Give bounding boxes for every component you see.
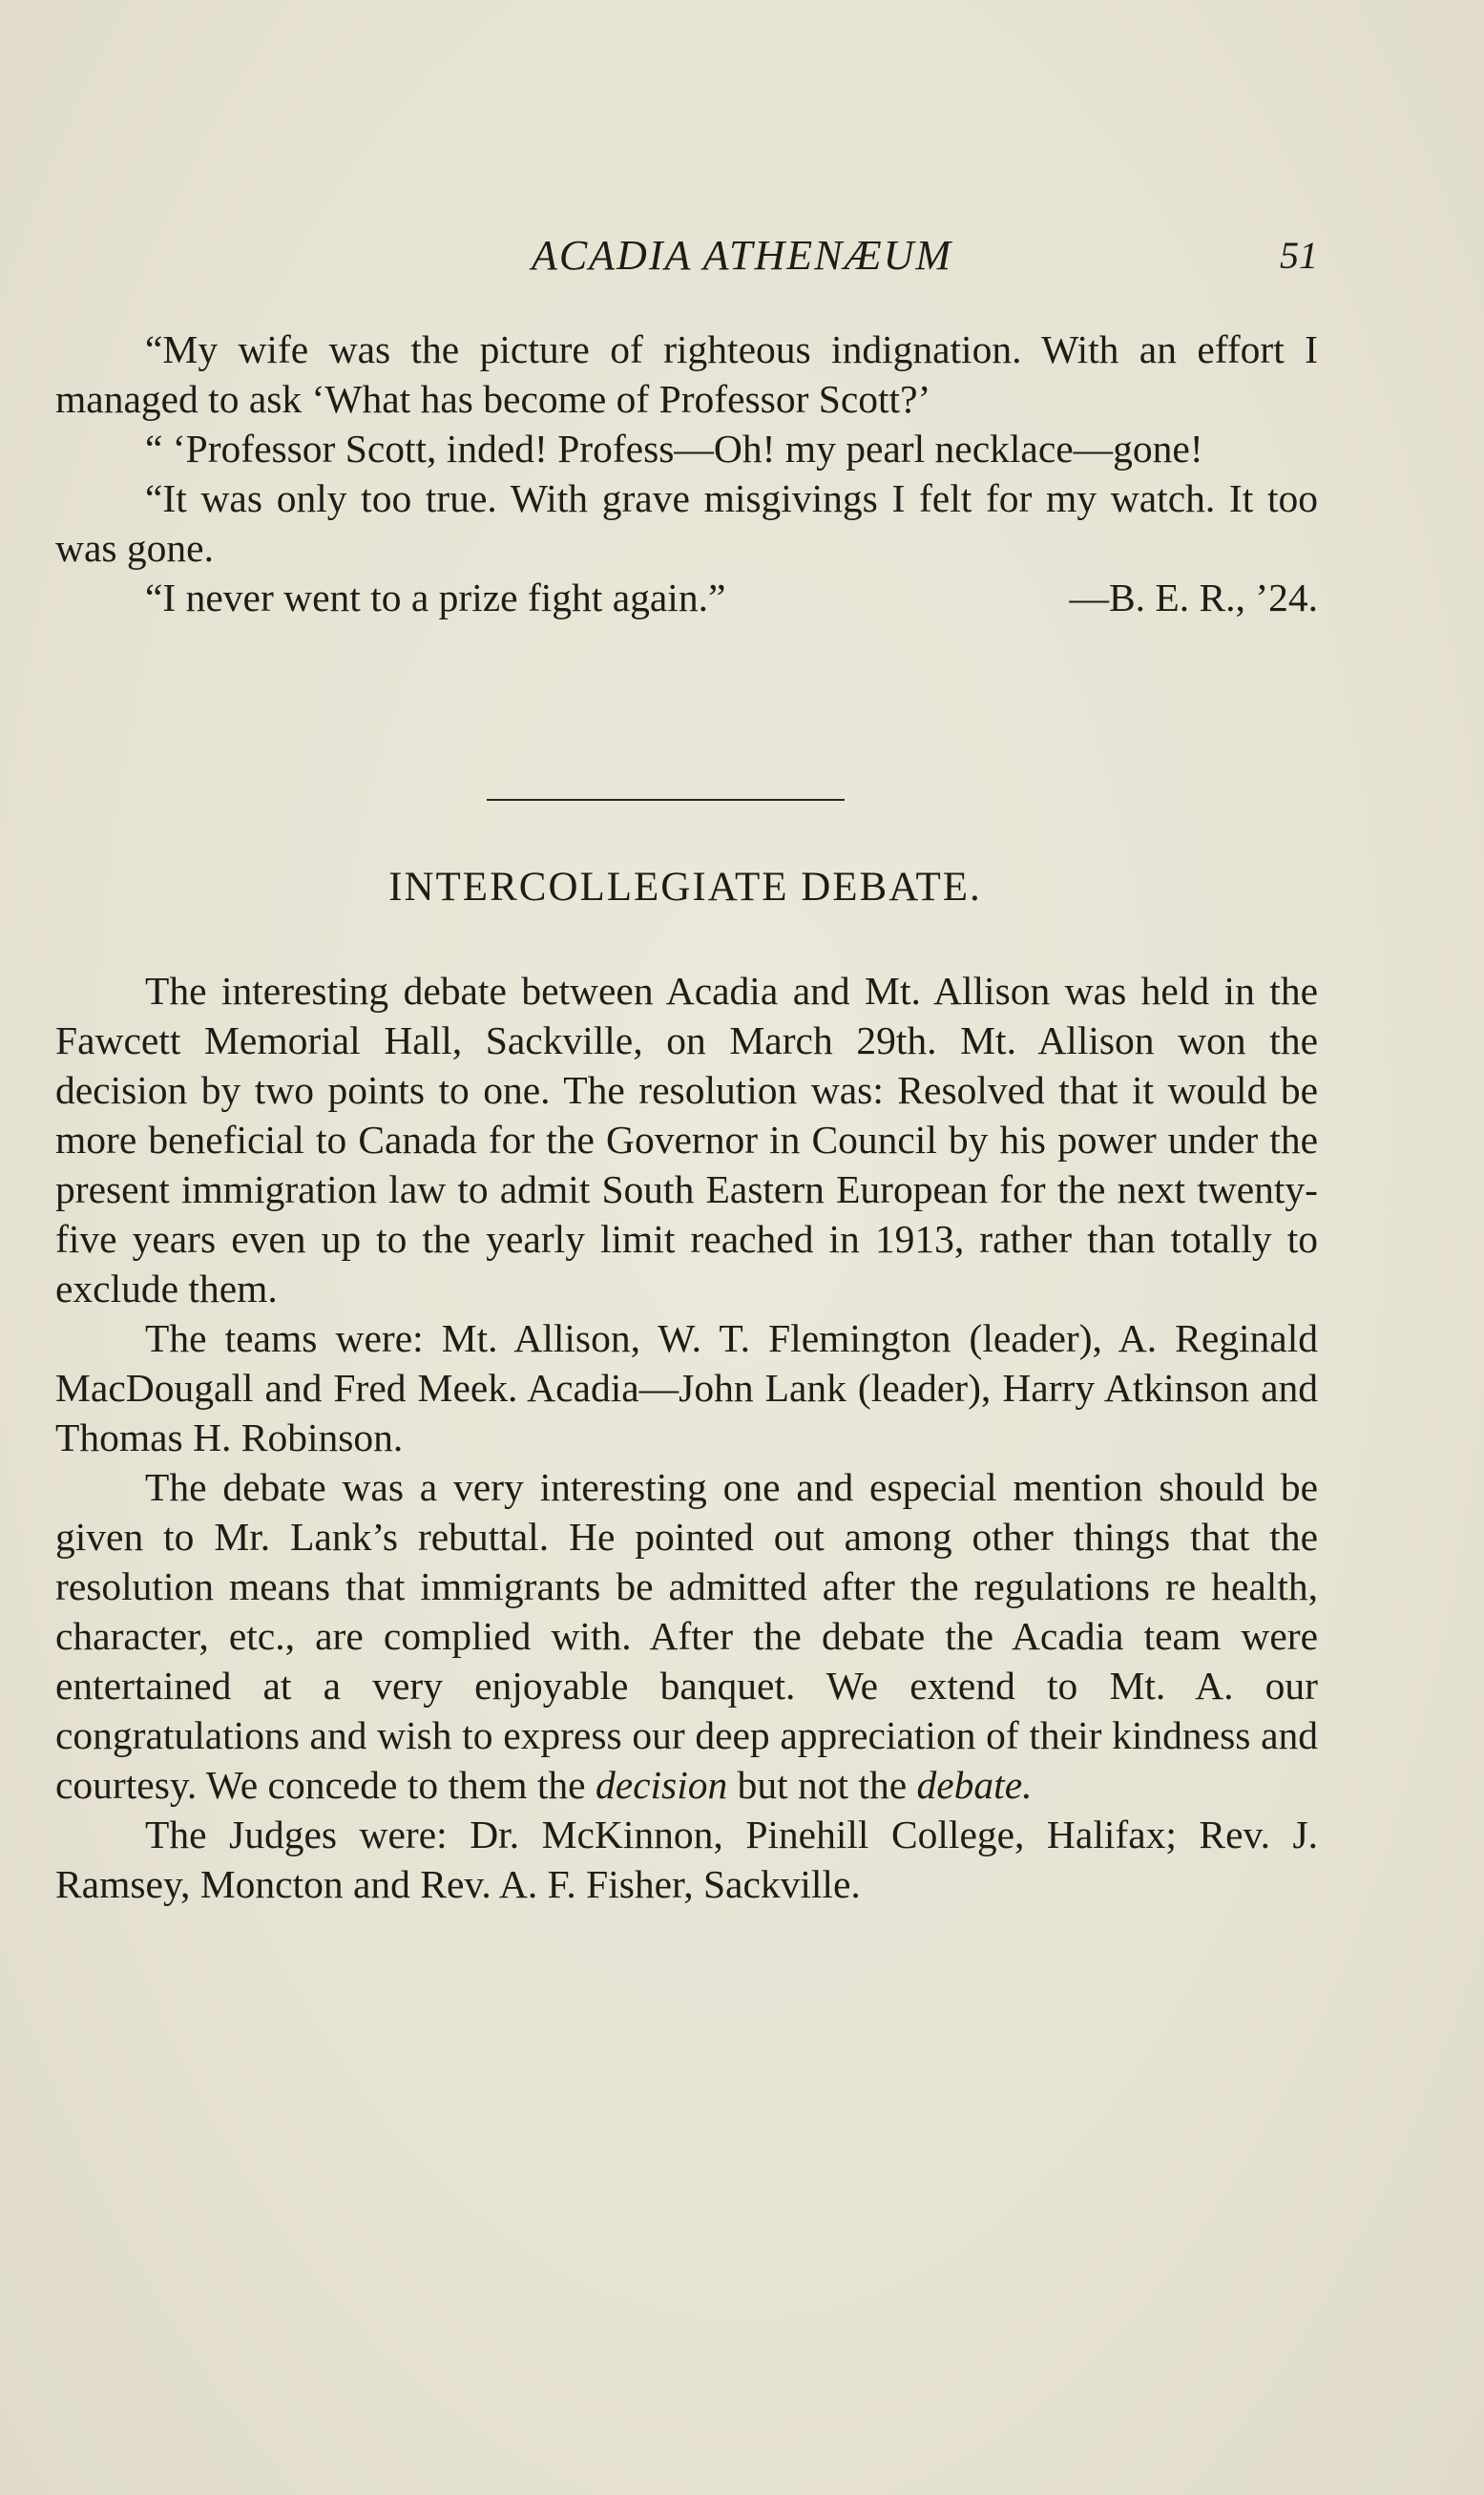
story-closing-line [55,573,1318,622]
article-heading: INTERCOLLEGIATE DEBATE. [388,865,982,910]
story-paragraph: “It was only too true. With grave misgivings I felt for my watch. It too was gone. [55,476,1318,570]
closing-quote: “I never went to a prize fight again.” [145,576,726,619]
page-header [0,227,1484,284]
story-paragraph: “My wife was the picture of righteous indignation. With an effort I managed to ask ‘What has become of Professor Scott?’ [55,327,1318,421]
article-paragraph: The interesting debate between Acadia and Mt. Allison was held in the Fawcett Memorial Hall, Sackville, on March 29th. Mt. Allison won the decision by two points to one. The resolution was: Resolved that it would be more beneficial to Canada for the Governor in Council by his power under the present immigration law to admit South Eastern European for the next twenty-five years even up to the yearly limit reached in 1913, rather than totally to exclude them. [55,969,1318,1310]
emphasis-debate: debate. [916,1763,1033,1807]
article-paragraph [55,1462,1318,1810]
article-paragraph: The Judges were: Dr. McKinnon, Pinehill College, Halifax; Rev. J. Ramsey, Moncton and Rev. A. F. Fisher, Sackville. [55,1813,1318,1906]
author-signature: —B. E. R., ’24. [1069,576,1318,619]
section-divider [487,799,845,801]
article-body [55,966,1318,1909]
article-paragraph-text: The debate was a very interesting one and especial mention should be given to Mr. Lank’s rebuttal. He pointed out among other things that the resolution means that immigrants be admitted after the regulations re health, character, etc., are complied with. After the debate the Acadia team were entertained at a very enjoyable banquet. We extend to Mt. A. our congratulations and wish to express our deep appreciation of their kindness and courtesy. We concede to them the [55,1465,1318,1807]
page-number: 51 [1280,234,1318,277]
story-conclusion [55,325,1318,622]
story-paragraph: “ ‘Professor Scott, inded! Profess—Oh! my pearl necklace—gone! [145,427,1203,471]
article-paragraph: The teams were: Mt. Allison, W. T. Flemington (leader), A. Reginald MacDougall and Fred Meek. Acadia—John Lank (leader), Harry Atkinson and Thomas H. Robinson. [55,1316,1318,1459]
article-paragraph-text-mid: but not the [727,1763,917,1807]
emphasis-decision: decision [595,1763,728,1807]
running-title: ACADIA ATHENÆUM [531,232,953,279]
